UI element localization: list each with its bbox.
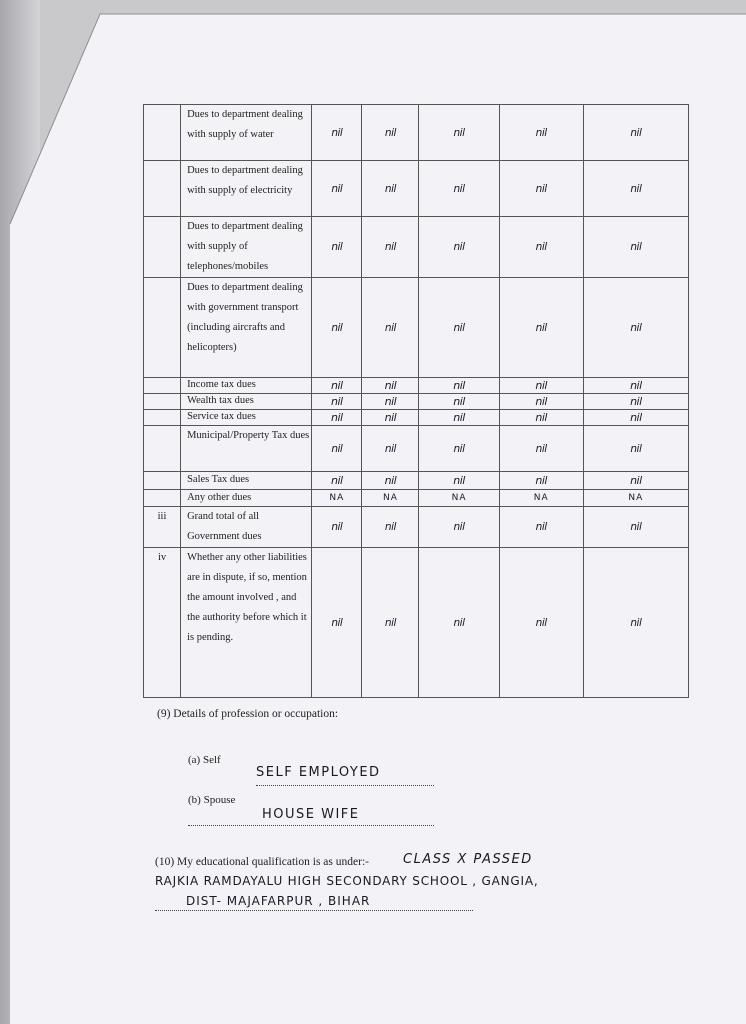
table-row — [144, 507, 689, 548]
handwritten-value: nil — [583, 410, 688, 426]
handwritten-value: nil — [362, 548, 419, 698]
row-label: Any other dues — [181, 490, 312, 507]
table-row — [144, 472, 689, 490]
self-label: (a) Self — [188, 754, 221, 766]
handwritten-value: nil — [499, 426, 583, 472]
table-row — [144, 278, 689, 378]
handwritten-value: NA — [312, 490, 362, 507]
handwritten-value: nil — [419, 472, 499, 490]
self-dotted-line — [256, 785, 434, 786]
handwritten-value: nil — [362, 278, 419, 378]
spouse-dotted-line — [188, 825, 434, 826]
handwritten-value: nil — [499, 410, 583, 426]
handwritten-value: nil — [583, 507, 688, 548]
handwritten-value: nil — [362, 378, 419, 394]
handwritten-value: nil — [312, 278, 362, 378]
education-line1: CLASS X PASSED — [403, 852, 533, 867]
row-label: Wealth tax dues — [181, 394, 312, 410]
handwritten-value: nil — [312, 217, 362, 278]
row-index — [144, 378, 181, 394]
self-value: SELF EMPLOYED — [256, 765, 381, 780]
handwritten-value: nil — [362, 507, 419, 548]
profession-heading: (9) Details of profession or occupation: — [157, 708, 339, 720]
handwritten-value: nil — [362, 394, 419, 410]
row-label: Grand total of all Government dues — [181, 507, 312, 548]
handwritten-value: nil — [499, 472, 583, 490]
handwritten-value: nil — [499, 161, 583, 217]
row-index — [144, 278, 181, 378]
handwritten-value: nil — [419, 105, 499, 161]
row-index — [144, 410, 181, 426]
row-label: Dues to department dealing with supply of telephones/mobiles — [181, 217, 312, 278]
row-label: Dues to department dealing with government transport (including aircrafts and helicopters) — [181, 278, 312, 378]
handwritten-value: nil — [583, 161, 688, 217]
handwritten-value: nil — [419, 410, 499, 426]
table-row — [144, 161, 689, 217]
handwritten-value: nil — [312, 394, 362, 410]
handwritten-value: nil — [362, 472, 419, 490]
row-label: Dues to department dealing with supply of water — [181, 105, 312, 161]
education-dotted-line — [155, 910, 473, 911]
row-label: Income tax dues — [181, 378, 312, 394]
handwritten-value: nil — [362, 217, 419, 278]
handwritten-value: nil — [583, 217, 688, 278]
row-index — [144, 161, 181, 217]
row-label: Municipal/Property Tax dues — [181, 426, 312, 472]
education-line3: DIST- MAJAFARPUR , BIHAR — [186, 894, 371, 908]
table-row — [144, 426, 689, 472]
handwritten-value: nil — [312, 472, 362, 490]
table-row — [144, 105, 689, 161]
table-row — [144, 217, 689, 278]
row-index — [144, 426, 181, 472]
table-row — [144, 410, 689, 426]
handwritten-value: nil — [312, 378, 362, 394]
handwritten-value: nil — [419, 378, 499, 394]
table-row — [144, 378, 689, 394]
row-index: iv — [144, 548, 181, 698]
row-label: Sales Tax dues — [181, 472, 312, 490]
handwritten-value: NA — [419, 490, 499, 507]
row-index — [144, 394, 181, 410]
handwritten-value: nil — [362, 426, 419, 472]
handwritten-value: nil — [583, 378, 688, 394]
row-index — [144, 217, 181, 278]
handwritten-value: nil — [499, 105, 583, 161]
row-label: Whether any other liabilities are in dispute, if so, mention the amount involved , and the authority before which it is pending. — [181, 548, 312, 698]
handwritten-value: nil — [499, 378, 583, 394]
handwritten-value: nil — [312, 426, 362, 472]
handwritten-value: nil — [419, 394, 499, 410]
handwritten-value: nil — [499, 394, 583, 410]
spouse-label: (b) Spouse — [188, 794, 236, 806]
row-label: Dues to department dealing with supply of electricity — [181, 161, 312, 217]
handwritten-value: nil — [312, 507, 362, 548]
handwritten-value: nil — [499, 548, 583, 698]
handwritten-value: NA — [362, 490, 419, 507]
handwritten-value: nil — [419, 548, 499, 698]
dues-table — [143, 104, 689, 698]
handwritten-value: nil — [419, 217, 499, 278]
handwritten-value: nil — [583, 105, 688, 161]
handwritten-value: nil — [312, 161, 362, 217]
handwritten-value: nil — [583, 426, 688, 472]
handwritten-value: nil — [583, 278, 688, 378]
row-index: iii — [144, 507, 181, 548]
table-row — [144, 548, 689, 698]
dues-table-body — [144, 105, 689, 698]
handwritten-value: NA — [583, 490, 688, 507]
handwritten-value: nil — [583, 394, 688, 410]
row-index — [144, 490, 181, 507]
spouse-value: HOUSE WIFE — [262, 807, 360, 822]
handwritten-value: nil — [583, 472, 688, 490]
handwritten-value: nil — [583, 548, 688, 698]
handwritten-value: nil — [419, 278, 499, 378]
row-index — [144, 105, 181, 161]
handwritten-value: nil — [312, 548, 362, 698]
table-row — [144, 490, 689, 507]
handwritten-value: nil — [362, 105, 419, 161]
handwritten-value: nil — [419, 161, 499, 217]
handwritten-value: nil — [312, 105, 362, 161]
handwritten-value: nil — [362, 161, 419, 217]
handwritten-value: nil — [419, 507, 499, 548]
handwritten-value: nil — [499, 507, 583, 548]
row-index — [144, 472, 181, 490]
row-label: Service tax dues — [181, 410, 312, 426]
handwritten-value: nil — [419, 426, 499, 472]
education-line2: RAJKIA RAMDAYALU HIGH SECONDARY SCHOOL , GANGIA, — [155, 874, 539, 888]
table-row — [144, 394, 689, 410]
handwritten-value: nil — [312, 410, 362, 426]
handwritten-value: NA — [499, 490, 583, 507]
handwritten-value: nil — [499, 278, 583, 378]
education-heading: (10) My educational qualification is as under:- — [155, 856, 369, 868]
handwritten-value: nil — [499, 217, 583, 278]
handwritten-value: nil — [362, 410, 419, 426]
